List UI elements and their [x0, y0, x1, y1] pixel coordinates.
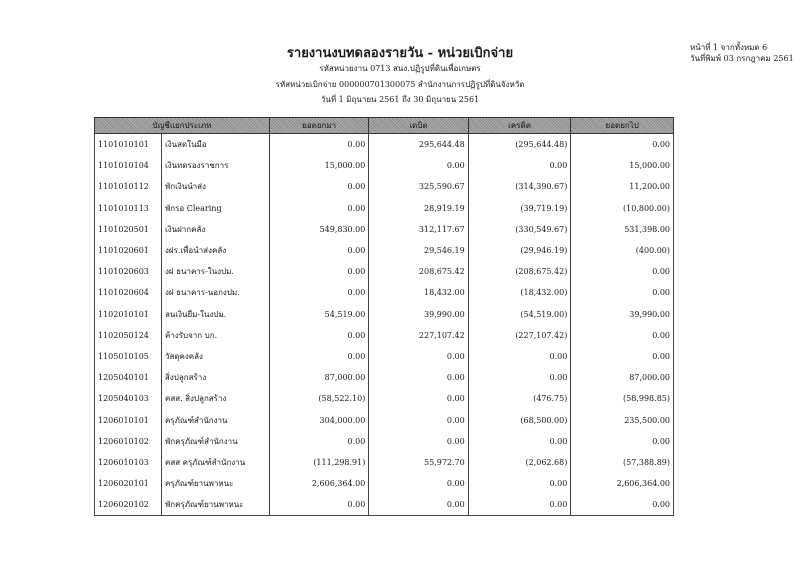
table-row — [95, 452, 674, 473]
opening-balance: (111,298.91) — [269, 452, 368, 473]
opening-balance: 0.00 — [269, 346, 368, 367]
credit-amount: (2,062.68) — [468, 452, 571, 473]
table-row — [95, 176, 674, 197]
debit-amount: 0.00 — [369, 388, 468, 409]
debit-amount: 0.00 — [369, 155, 468, 176]
account-name: วัสดุคงคลัง — [161, 346, 269, 367]
debit-amount: 0.00 — [369, 346, 468, 367]
opening-balance: 0.00 — [269, 176, 368, 197]
credit-amount: 0.00 — [468, 494, 571, 516]
credit-amount: 0.00 — [468, 346, 571, 367]
credit-amount: (39,719.19) — [468, 198, 571, 219]
debit-amount: 0.00 — [369, 367, 468, 388]
table-row — [95, 155, 674, 176]
account-code: 1205040101 — [95, 367, 162, 388]
account-code: 1101010101 — [95, 134, 162, 156]
debit-amount: 39,990.00 — [369, 304, 468, 325]
account-code: 1206010101 — [95, 409, 162, 430]
opening-balance: (58,522.10) — [269, 388, 368, 409]
agency-line: รหัสหน่วยงาน 0713 สนง.ปฏิรูปที่ดินเพื่อเกษตร — [319, 64, 481, 73]
header-opening: ยอดยกมา — [269, 118, 368, 134]
header-credit: เครดิต — [468, 118, 571, 134]
opening-balance: 0.00 — [269, 282, 368, 303]
account-name: ครุภัณฑ์ยานพาหนะ — [161, 473, 269, 494]
table-row — [95, 494, 674, 516]
closing-balance: 0.00 — [571, 261, 674, 282]
debit-amount: 0.00 — [369, 409, 468, 430]
opening-balance: 15,000.00 — [269, 155, 368, 176]
account-code: 1102050124 — [95, 325, 162, 346]
credit-amount: 0.00 — [468, 155, 571, 176]
table-header-row — [95, 118, 674, 134]
account-name: สิ่งปลูกสร้าง — [161, 367, 269, 388]
closing-balance: (400.00) — [571, 240, 674, 261]
opening-balance: 54,519.00 — [269, 304, 368, 325]
account-name: คสส. สิ่งปลูกสร้าง — [161, 388, 269, 409]
disbursing-unit-line: รหัสหน่วยเบิกจ่าย 000000701300075 สำนักงานการปฏิรูปที่ดินจังหวัด — [275, 80, 525, 89]
closing-balance: 2,606,364.00 — [571, 473, 674, 494]
opening-balance: 87,000.00 — [269, 367, 368, 388]
credit-amount: (476.75) — [468, 388, 571, 409]
account-name: พักรอ Clearing — [161, 198, 269, 219]
account-code: 1101020603 — [95, 261, 162, 282]
opening-balance: 0.00 — [269, 431, 368, 452]
account-name: เงินทดรองราชการ — [161, 155, 269, 176]
credit-amount: (18,432.00) — [468, 282, 571, 303]
account-code: 1101020501 — [95, 219, 162, 240]
table-row — [95, 304, 674, 325]
account-name: งฝ ธนาคาร-นอกงปม. — [161, 282, 269, 303]
debit-amount: 325,590.67 — [369, 176, 468, 197]
account-name: คสส ครุภัณฑ์สำนักงาน — [161, 452, 269, 473]
table-row — [95, 473, 674, 494]
debit-amount: 0.00 — [369, 431, 468, 452]
table-row — [95, 134, 674, 156]
page-info — [690, 42, 794, 64]
table-row — [95, 219, 674, 240]
credit-amount: (227,107.42) — [468, 325, 571, 346]
closing-balance: 15,000.00 — [571, 155, 674, 176]
header-debit: เดบิต — [369, 118, 468, 134]
credit-amount: (29,946.19) — [468, 240, 571, 261]
opening-balance: 0.00 — [269, 261, 368, 282]
header-closing: ยอดยกไป — [571, 118, 674, 134]
debit-amount: 312,117.67 — [369, 219, 468, 240]
account-code: 1102010101 — [95, 304, 162, 325]
debit-amount: 0.00 — [369, 473, 468, 494]
account-name: พักครุภัณฑ์ยานพาหนะ — [161, 494, 269, 516]
closing-balance: (58,998.85) — [571, 388, 674, 409]
credit-amount: (54,519.00) — [468, 304, 571, 325]
account-name: พักเงินนำส่ง — [161, 176, 269, 197]
credit-amount: (330,549.67) — [468, 219, 571, 240]
account-name: เงินฝากคลัง — [161, 219, 269, 240]
account-code: 1206020102 — [95, 494, 162, 516]
debit-amount: 295,644.48 — [369, 134, 468, 156]
credit-amount: 0.00 — [468, 431, 571, 452]
page-number: หน้าที่ 1 จากทั้งหมด 6 — [690, 43, 768, 52]
account-name: ค้างรับจาก บก. — [161, 325, 269, 346]
debit-amount: 29,546.19 — [369, 240, 468, 261]
debit-amount: 0.00 — [369, 494, 468, 516]
opening-balance: 0.00 — [269, 198, 368, 219]
closing-balance: 39,990.00 — [571, 304, 674, 325]
account-name: ลนเงินยืม-ในงปม. — [161, 304, 269, 325]
debit-amount: 208,675.42 — [369, 261, 468, 282]
account-name: งฝร.เพื่อนำส่งคลัง — [161, 240, 269, 261]
table-row — [95, 261, 674, 282]
account-code: 1206020101 — [95, 473, 162, 494]
closing-balance: (57,388.89) — [571, 452, 674, 473]
closing-balance: 87,000.00 — [571, 367, 674, 388]
account-name: งฝ ธนาคาร-ในงปม. — [161, 261, 269, 282]
credit-amount: (68,500.00) — [468, 409, 571, 430]
debit-amount: 55,972.70 — [369, 452, 468, 473]
table-row — [95, 388, 674, 409]
table-row — [95, 431, 674, 452]
account-name: ครุภัณฑ์สำนักงาน — [161, 409, 269, 430]
opening-balance: 304,000.00 — [269, 409, 368, 430]
account-code: 1101020601 — [95, 240, 162, 261]
credit-amount: 0.00 — [468, 473, 571, 494]
closing-balance: 235,500.00 — [571, 409, 674, 430]
account-code: 1101010113 — [95, 198, 162, 219]
report-title: รายงานงบทดลองรายวัน - หน่วยเบิกจ่าย — [286, 46, 514, 61]
closing-balance: 0.00 — [571, 494, 674, 516]
closing-balance: 11,200.00 — [571, 176, 674, 197]
credit-amount: (208,675.42) — [468, 261, 571, 282]
credit-amount: (295,644.48) — [468, 134, 571, 156]
table-row — [95, 240, 674, 261]
opening-balance: 0.00 — [269, 325, 368, 346]
closing-balance: 531,398.00 — [571, 219, 674, 240]
table-row — [95, 346, 674, 367]
table-row — [95, 409, 674, 430]
account-code: 1101010104 — [95, 155, 162, 176]
header-account: บัญชีแยกประเภท — [95, 118, 270, 134]
opening-balance: 0.00 — [269, 494, 368, 516]
closing-balance: 0.00 — [571, 431, 674, 452]
closing-balance: (10,800.00) — [571, 198, 674, 219]
table-row — [95, 282, 674, 303]
opening-balance: 2,606,364.00 — [269, 473, 368, 494]
debit-amount: 18,432.00 — [369, 282, 468, 303]
closing-balance: 0.00 — [571, 346, 674, 367]
closing-balance: 0.00 — [571, 325, 674, 346]
closing-balance: 0.00 — [571, 282, 674, 303]
date-range: วันที่ 1 มิถุนายน 2561 ถึง 30 มิถุนายน 2561 — [320, 95, 480, 104]
opening-balance: 0.00 — [269, 240, 368, 261]
credit-amount: 0.00 — [468, 367, 571, 388]
credit-amount: (314,390.67) — [468, 176, 571, 197]
closing-balance: 0.00 — [571, 134, 674, 156]
account-code: 1101020604 — [95, 282, 162, 303]
account-code: 1206010103 — [95, 452, 162, 473]
account-code: 1101010112 — [95, 176, 162, 197]
account-code: 1205040103 — [95, 388, 162, 409]
opening-balance: 0.00 — [269, 134, 368, 156]
account-name: พักครุภัณฑ์สำนักงาน — [161, 431, 269, 452]
table-row — [95, 367, 674, 388]
account-code: 1206010102 — [95, 431, 162, 452]
table-row — [95, 325, 674, 346]
trial-balance-table — [94, 117, 674, 516]
table-row — [95, 198, 674, 219]
account-name: เงินสดในมือ — [161, 134, 269, 156]
account-code: 1105010105 — [95, 346, 162, 367]
debit-amount: 28,919.19 — [369, 198, 468, 219]
debit-amount: 227,107.42 — [369, 325, 468, 346]
opening-balance: 549,830.00 — [269, 219, 368, 240]
print-date: วันที่พิมพ์ 03 กรกฎาคม 2561 — [690, 54, 794, 63]
